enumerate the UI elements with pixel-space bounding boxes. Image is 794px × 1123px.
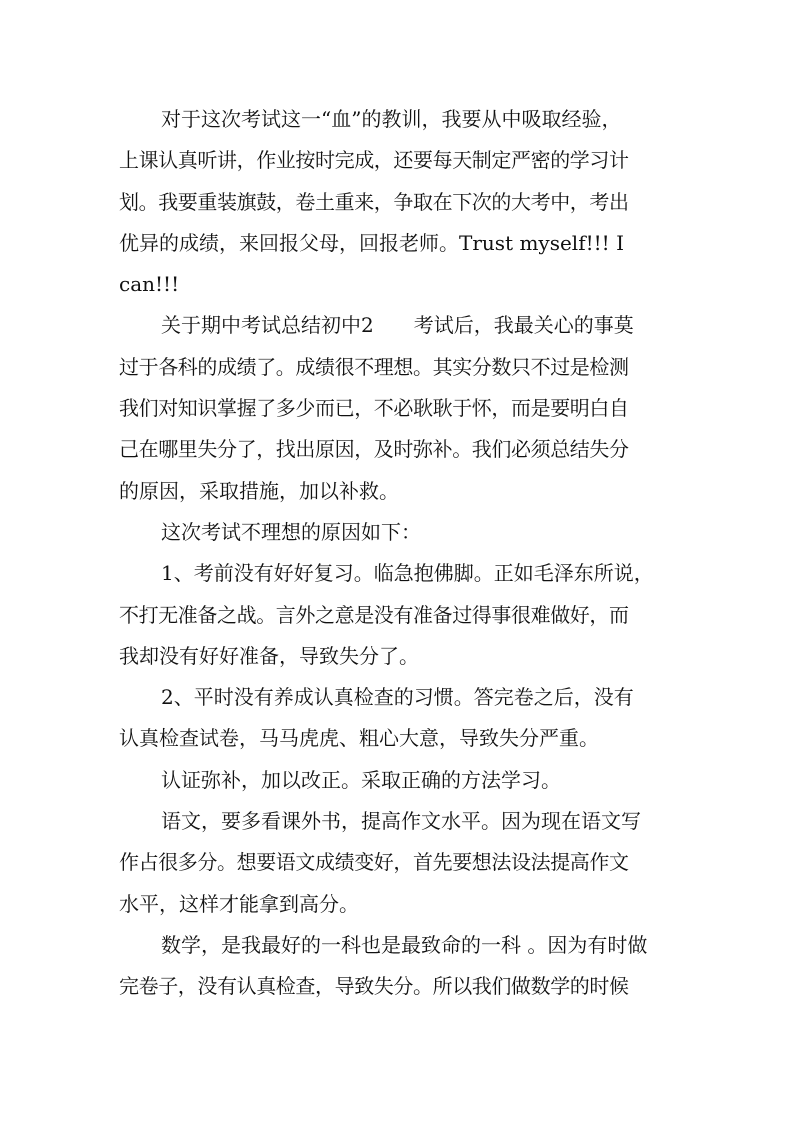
text-line: 不打无准备之战。言外之意是没有准备过得事很难做好，而 — [119, 602, 629, 627]
text-line: 的原因，采取措施，加以补救。 — [119, 478, 399, 503]
section-heading: 关于期中考试总结初中2 — [161, 313, 374, 338]
text-line: 认证弥补，加以改正。采取正确的方法学习。 — [161, 767, 561, 792]
text-line: 数学，是我最好的一科也是最致命的一科 。因为有时做 — [161, 932, 648, 957]
text-segment: 考试后，我最关心的事莫 — [413, 313, 634, 338]
text-line: can!!! — [119, 272, 180, 297]
text-line: 己在哪里失分了，找出原因，及时弥补。我们必须总结失分 — [119, 437, 629, 462]
text-line: 对于这次考试这一“血”的教训，我要从中吸取经验， — [161, 107, 622, 131]
text-line: 优异的成绩，来回报父母，回报老师。Trust myself!!! I — [119, 230, 624, 255]
text-line: 我却没有好好准备，导致失分了。 — [119, 643, 419, 668]
list-item-line: 2、平时没有养成认真检查的习惯。答完卷之后，没有 — [161, 685, 634, 710]
text-line: 过于各科的成绩了。成绩很不理想。其实分数只不过是检测 — [119, 354, 629, 379]
document-body — [119, 99, 681, 1008]
text-line: 我们对知识掌握了多少而已，不必耿耿于怀，而是要明白自 — [119, 396, 629, 421]
section-heading-line — [119, 305, 681, 346]
text-line: 语文，要多看课外书，提高作文水平。因为现在语文写 — [161, 809, 641, 834]
text-line: 这次考试不理想的原因如下： — [161, 519, 421, 544]
text-line: 水平，这样才能拿到高分。 — [119, 891, 359, 916]
text-line: 认真检查试卷，马马虎虎、粗心大意，导致失分严重。 — [119, 726, 599, 751]
list-item-line: 1、考前没有好好复习。临急抱佛脚。正如毛泽东所说， — [161, 561, 654, 586]
text-line: 作占很多分。想要语文成绩变好，首先要想法设法提高作文 — [119, 850, 629, 875]
text-line: 上课认真听讲，作业按时完成，还要每天制定严密的学习计 — [119, 148, 629, 173]
text-line: 划。我要重装旗鼓，卷土重来，争取在下次的大考中，考出 — [119, 189, 629, 214]
text-line: 完卷子，没有认真检查，导致失分。所以我们做数学的时候 — [119, 974, 629, 999]
